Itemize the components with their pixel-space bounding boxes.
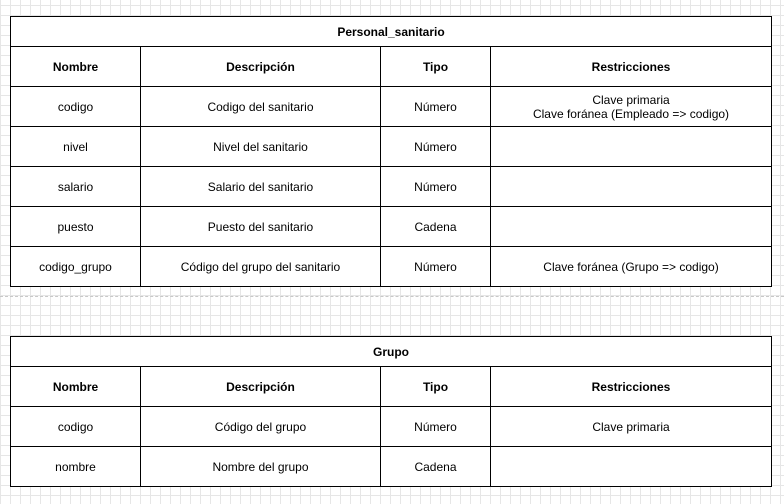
page-break-line: [0, 296, 784, 297]
cell-tipo[interactable]: Cadena: [381, 207, 491, 247]
table-title[interactable]: Personal_sanitario: [11, 17, 772, 47]
table-row: [11, 207, 772, 247]
restriction-line: Clave foránea (Empleado => codigo): [532, 106, 730, 121]
header-descripcion[interactable]: Descripción: [141, 367, 381, 407]
cell-descripcion[interactable]: Codigo del sanitario: [141, 87, 381, 127]
cell-nombre[interactable]: puesto: [11, 207, 141, 247]
header-tipo[interactable]: Tipo: [381, 47, 491, 87]
entity-table-grupo[interactable]: [10, 336, 772, 487]
cell-descripcion[interactable]: Nivel del sanitario: [141, 127, 381, 167]
cell-nombre[interactable]: codigo: [11, 407, 141, 447]
header-restricciones[interactable]: Restricciones: [491, 47, 772, 87]
cell-nombre[interactable]: nombre: [11, 447, 141, 487]
cell-descripcion[interactable]: Puesto del sanitario: [141, 207, 381, 247]
cell-tipo[interactable]: Número: [381, 87, 491, 127]
cell-descripcion[interactable]: Salario del sanitario: [141, 167, 381, 207]
cell-nombre[interactable]: codigo_grupo: [11, 247, 141, 287]
table-row: [11, 407, 772, 447]
cell-tipo[interactable]: Número: [381, 407, 491, 447]
header-row: [11, 47, 772, 87]
table-row: [11, 167, 772, 207]
table-row: [11, 87, 772, 127]
table-title[interactable]: Grupo: [11, 337, 772, 367]
cell-nombre[interactable]: nivel: [11, 127, 141, 167]
header-nombre[interactable]: Nombre: [11, 47, 141, 87]
cell-nombre[interactable]: codigo: [11, 87, 141, 127]
table-row: [11, 247, 772, 287]
cell-descripcion[interactable]: Código del grupo del sanitario: [141, 247, 381, 287]
restriction-line: Clave primaria: [592, 92, 670, 107]
cell-restricciones[interactable]: [491, 447, 772, 487]
table-row: [11, 127, 772, 167]
cell-descripcion[interactable]: Código del grupo: [141, 407, 381, 447]
cell-tipo[interactable]: Número: [381, 167, 491, 207]
header-restricciones[interactable]: Restricciones: [491, 367, 772, 407]
cell-restricciones[interactable]: [491, 127, 772, 167]
header-tipo[interactable]: Tipo: [381, 367, 491, 407]
cell-tipo[interactable]: Número: [381, 247, 491, 287]
cell-restricciones[interactable]: [491, 167, 772, 207]
header-descripcion[interactable]: Descripción: [141, 47, 381, 87]
entity-table-personal-sanitario[interactable]: [10, 16, 772, 287]
cell-restricciones[interactable]: Clave foránea (Grupo => codigo): [491, 247, 772, 287]
cell-restricciones[interactable]: [491, 207, 772, 247]
cell-restricciones[interactable]: Clave primaria: [491, 407, 772, 447]
cell-descripcion[interactable]: Nombre del grupo: [141, 447, 381, 487]
cell-restricciones[interactable]: [491, 87, 772, 127]
table-row: [11, 447, 772, 487]
cell-tipo[interactable]: Número: [381, 127, 491, 167]
header-nombre[interactable]: Nombre: [11, 367, 141, 407]
cell-tipo[interactable]: Cadena: [381, 447, 491, 487]
header-row: [11, 367, 772, 407]
cell-nombre[interactable]: salario: [11, 167, 141, 207]
